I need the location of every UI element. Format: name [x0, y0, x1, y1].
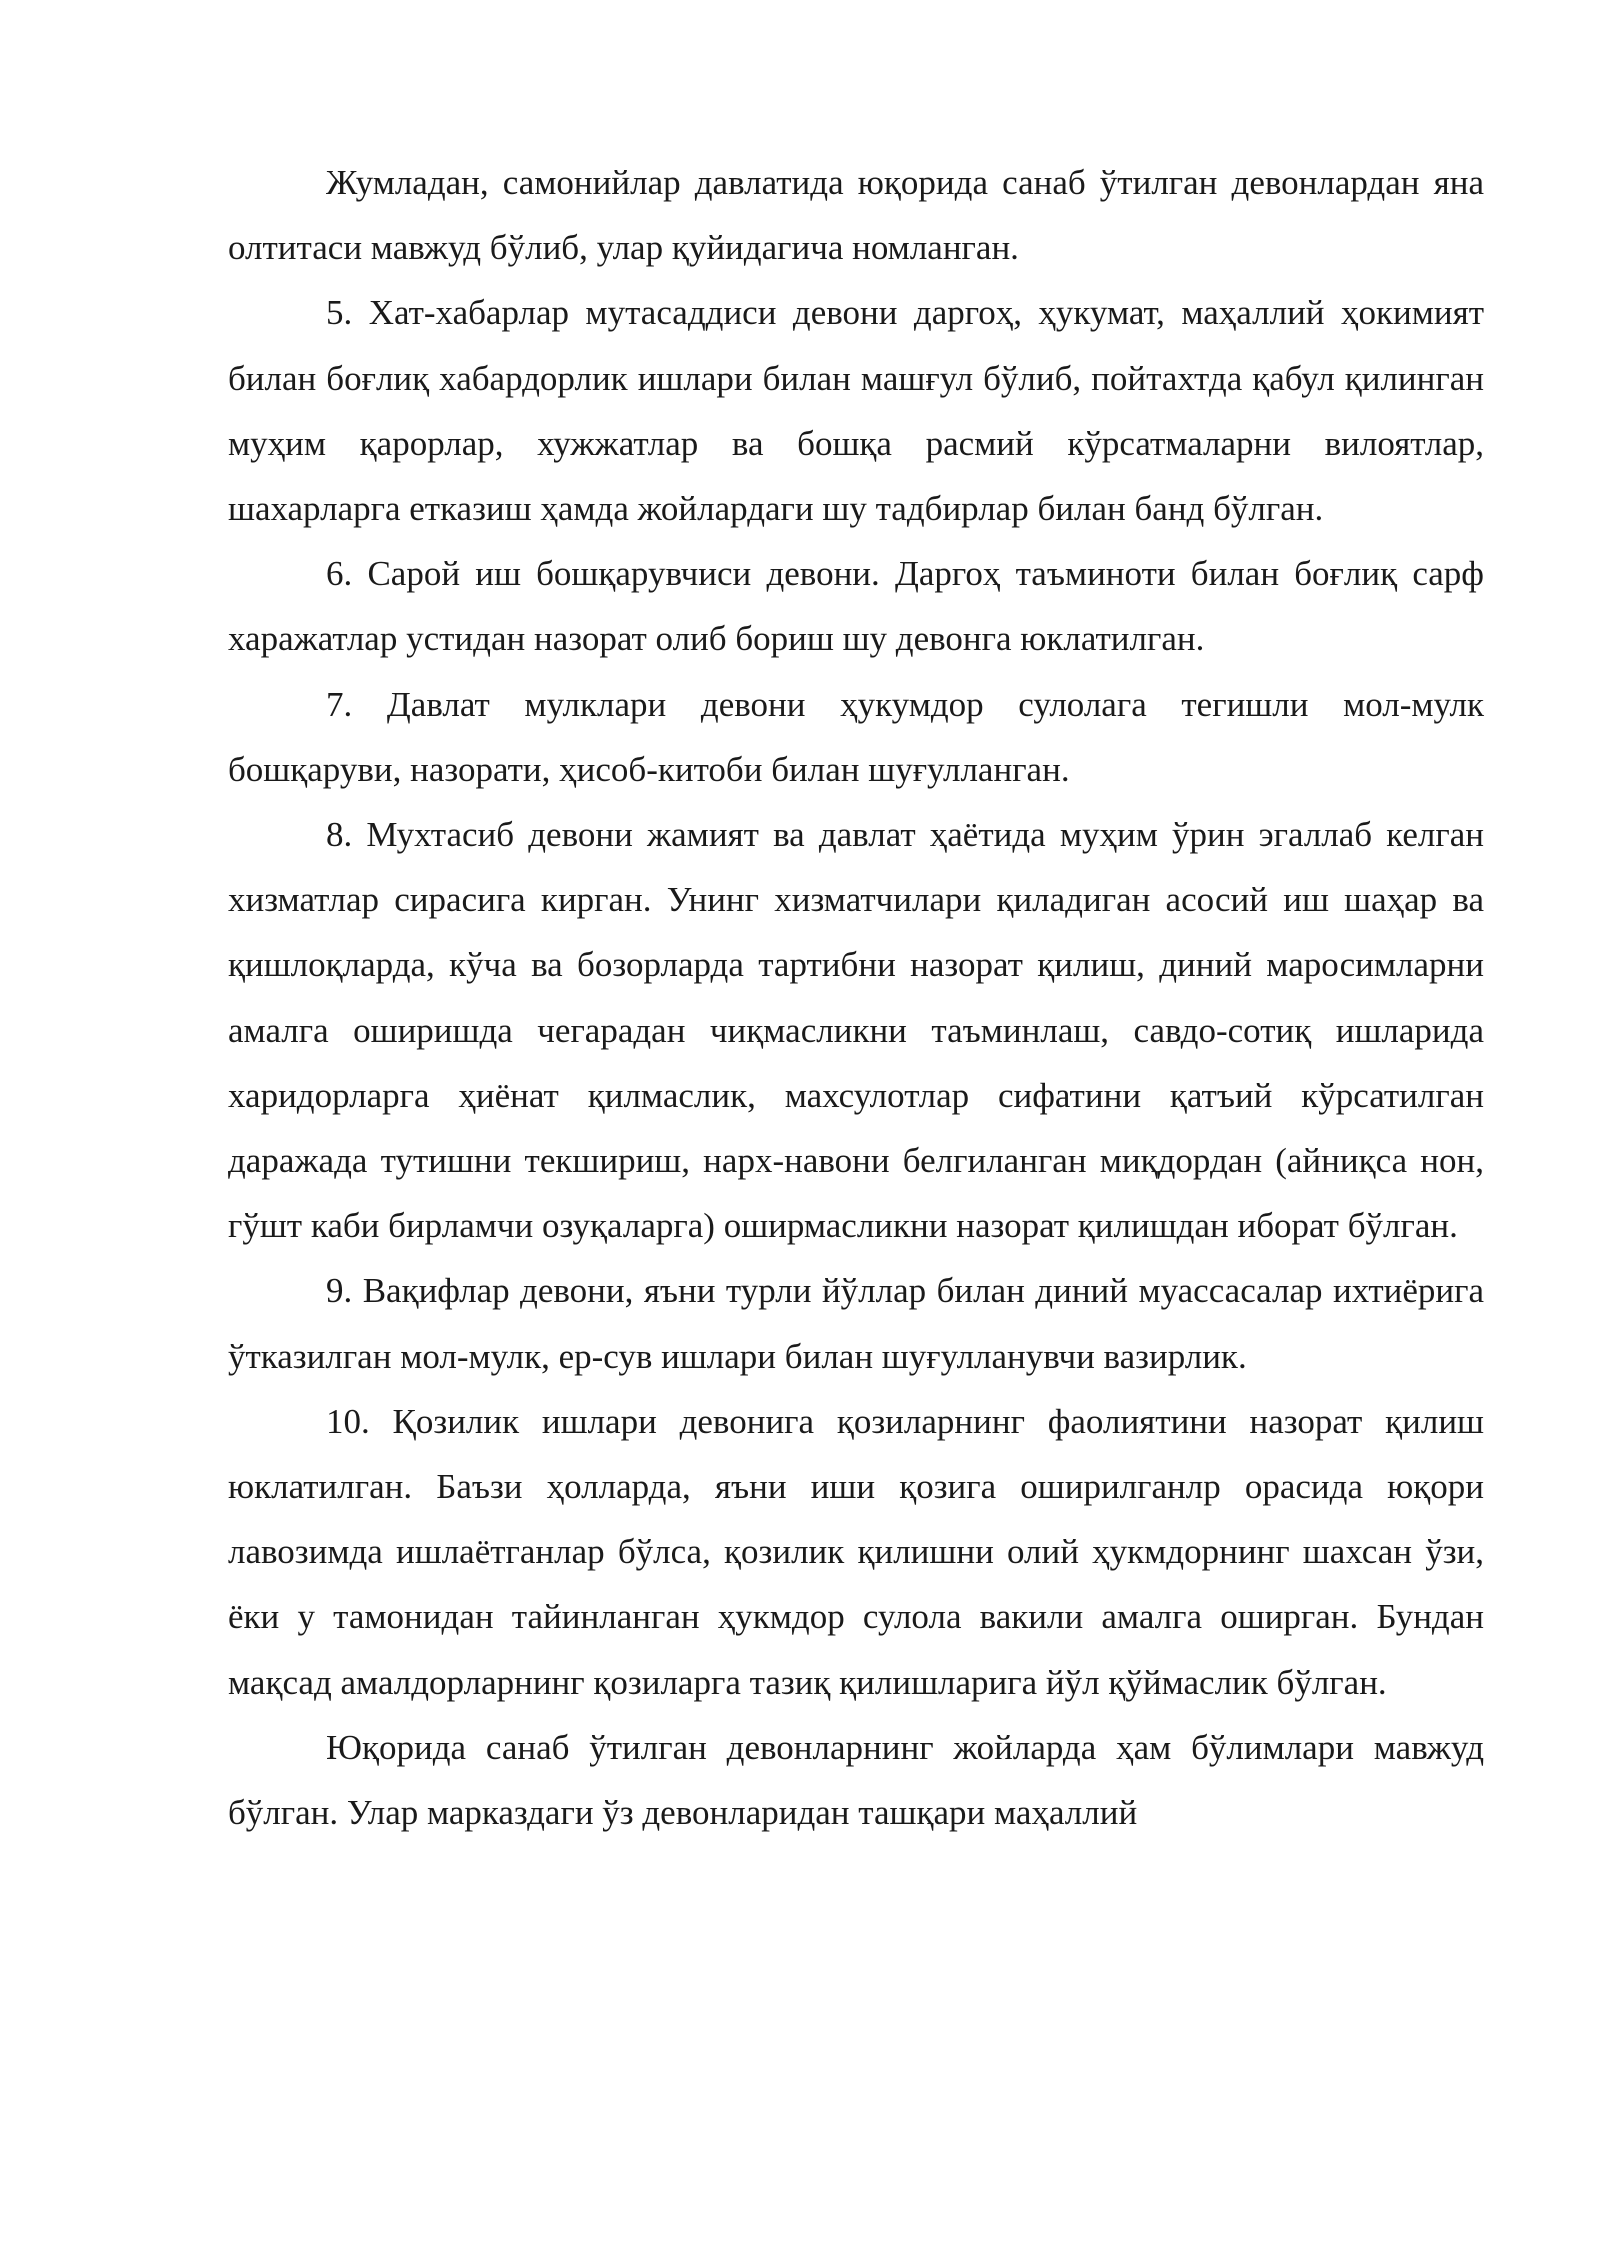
- closing-paragraph: Юқорида санаб ўтилган девонларнинг жойларда ҳам бўлимлари мавжуд бўлган. Улар марказдаги ўз девонларидан ташқари маҳаллий: [228, 1727, 1484, 1833]
- paragraph-item-9: 9. Вақифлар девони, яъни турли йўллар билан диний муассасалар ихтиёрига ўтказилган мол-мулк, ер-сув ишлари билан шуғулланувчи вазирлик.: [228, 1271, 1484, 1376]
- body-text: [228, 150, 1484, 1845]
- paragraph-item-10: 10. Қозилик ишлари девонига қозиларнинг фаолиятини назорат қилиш юклатилган. Баъзи ҳолларда, яъни иши қозига оширилганлр орасида юқори лавозимда ишлаётганлар бўлса, қозилик қилишни олий ҳукмдорнинг шахсан ўзи, ёки у тамонидан тайинланган ҳукмдор сулола вакили амалга оширган. Бундан мақсад амалдорларнинг қозиларга тазиқ қилишларига йўл қўймаслик бўлган.: [228, 1401, 1484, 1702]
- paragraph-item-6: 6. Сарой иш бошқарувчиси девони. Даргоҳ таъминоти билан боғлиқ сарф харажатлар устидан назорат олиб бориш шу девонга юклатилган.: [228, 554, 1484, 659]
- intro-paragraph: Жумладан, самонийлар давлатида юқорида санаб ўтилган девонлардан яна олтитаси мавжуд бўлиб, улар қуйидагича номланган.: [228, 163, 1484, 268]
- paragraph-item-5: 5. Хат-хабарлар мутасаддиси девони даргоҳ, ҳукумат, маҳаллий ҳокимият билан боғлиқ хабардорлик ишлари билан машғул бўлиб, пойтахтда қабул қилинган муҳим қарорлар, хужжатлар ва бошқа расмий кўрсатмаларни вилоятлар, шахарларга етказиш ҳамда жойлардаги шу тадбирлар билан банд бўлган.: [228, 293, 1484, 529]
- paragraph-item-7: 7. Давлат мулклари девони ҳукумдор сулолага тегишли мол-мулк бошқаруви, назорати, ҳисоб-китоби билан шуғулланган.: [228, 684, 1484, 789]
- paragraph-item-8: 8. Мухтасиб девони жамият ва давлат ҳаётида муҳим ўрин эгаллаб келган хизматлар сирасига кирган. Унинг хизматчилари қиладиган асосий иш шаҳар ва қишлоқларда, кўча ва бозорларда тартибни назорат қилиш, диний маросимларни амалга оширишда чегарадан чиқмасликни таъминлаш, савдо-сотиқ ишларида харидорларга ҳиёнат қилмаслик, махсулотлар сифатини қатъий кўрсатилган даражада тутишни текшириш, нарх-навони белгиланган миқдордан (айниқса нон, гўшт каби бирламчи озуқаларга) оширмасликни назорат қилишдан иборат бўлган.: [228, 815, 1484, 1246]
